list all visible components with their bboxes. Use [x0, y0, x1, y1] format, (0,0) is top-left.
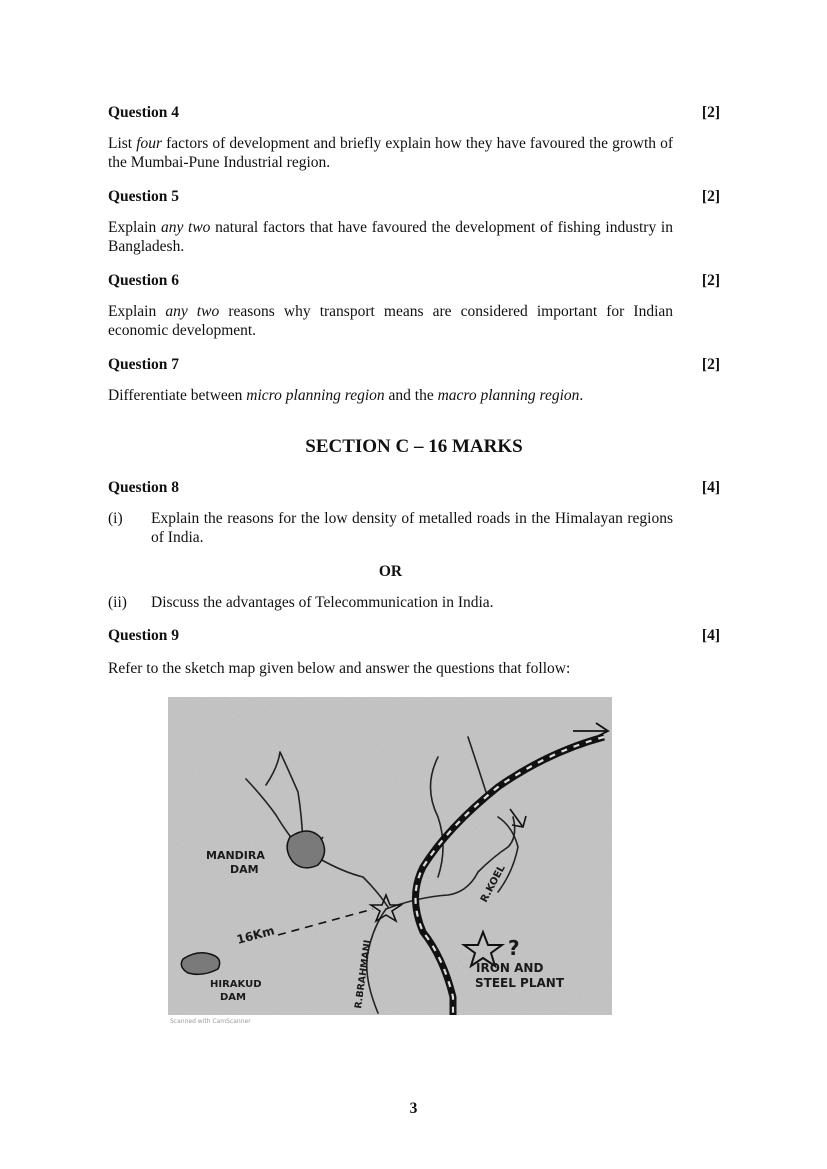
question-7-text — [108, 386, 673, 405]
plant-question-mark: ? — [508, 936, 520, 960]
text-part: reasons why transport means are considered important for Indian economic development. — [108, 303, 674, 339]
text-part: Explain — [108, 219, 161, 236]
question-8-part-i — [108, 509, 673, 547]
question-4-heading — [108, 104, 720, 122]
hirakud-label-line1: HIRAKUD — [210, 979, 262, 990]
text-part: natural factors that have favoured the development of fishing industry in Bangladesh. — [108, 219, 673, 255]
question-8-heading — [108, 479, 720, 497]
brahmani-label: R.BRAHMANI — [353, 939, 374, 1010]
question-title: Question 8 — [108, 479, 180, 496]
section-c-heading: SECTION C – 16 MARKS — [305, 436, 523, 457]
page-number: 3 — [409, 1100, 418, 1117]
text-part: Explain — [108, 303, 166, 320]
sketch-map — [168, 697, 612, 1015]
question-title: Question 7 — [108, 356, 180, 373]
plant-label-line2: STEEL PLANT — [475, 976, 565, 990]
emphasis: macro planning region — [437, 387, 580, 404]
text-part: List — [108, 135, 137, 152]
question-6-heading — [108, 272, 720, 290]
question-marks: [2] — [701, 104, 720, 121]
distance-label: 16Km — [235, 923, 276, 947]
mandira-label-line1: MANDIRA — [206, 849, 265, 862]
or-separator: OR — [378, 563, 403, 580]
question-title: Question 5 — [108, 188, 180, 205]
question-9-heading — [108, 627, 720, 645]
question-marks: [2] — [701, 356, 720, 373]
question-5-heading — [108, 188, 720, 206]
emphasis: any two — [160, 219, 211, 236]
emphasis: four — [136, 135, 163, 152]
question-8-part-ii — [108, 593, 673, 612]
text-part: Differentiate between — [108, 387, 247, 404]
question-title: Question 6 — [108, 272, 180, 289]
question-title: Question 9 — [108, 627, 180, 644]
question-7-heading — [108, 356, 720, 374]
question-6-text — [108, 302, 673, 340]
question-title: Question 4 — [108, 104, 180, 121]
question-4-text — [108, 134, 673, 172]
question-marks: [2] — [701, 188, 720, 205]
question-9-text: Refer to the sketch map given below and answer the questions that follow: — [108, 660, 571, 677]
text-part: . — [579, 387, 584, 404]
koel-label: R.KOEL — [478, 863, 508, 905]
part-number: (i) — [108, 510, 123, 527]
part-number: (ii) — [108, 594, 127, 611]
scan-watermark: Scanned with CamScanner — [170, 1018, 251, 1025]
question-marks: [4] — [701, 479, 720, 496]
part-text: Discuss the advantages of Telecommunication in India. — [151, 594, 494, 611]
text-part: factors of development and briefly explain how they have favoured the growth of the Mumbai-Pune Industrial region. — [108, 135, 673, 171]
mandira-reservoir — [287, 831, 324, 868]
emphasis: micro planning region — [246, 387, 385, 404]
text-part: and the — [384, 387, 438, 404]
mandira-label-line2: DAM — [230, 863, 259, 876]
question-marks: [2] — [701, 272, 720, 289]
hirakud-reservoir — [181, 953, 219, 975]
plant-label-line1: IRON AND — [476, 961, 544, 975]
question-5-text — [108, 218, 673, 256]
emphasis: any two — [165, 303, 220, 320]
hirakud-label-line2: DAM — [220, 992, 246, 1003]
part-text: Explain the reasons for the low density of metalled roads in the Himalayan regions of India. — [151, 510, 673, 546]
question-marks: [4] — [701, 627, 720, 644]
